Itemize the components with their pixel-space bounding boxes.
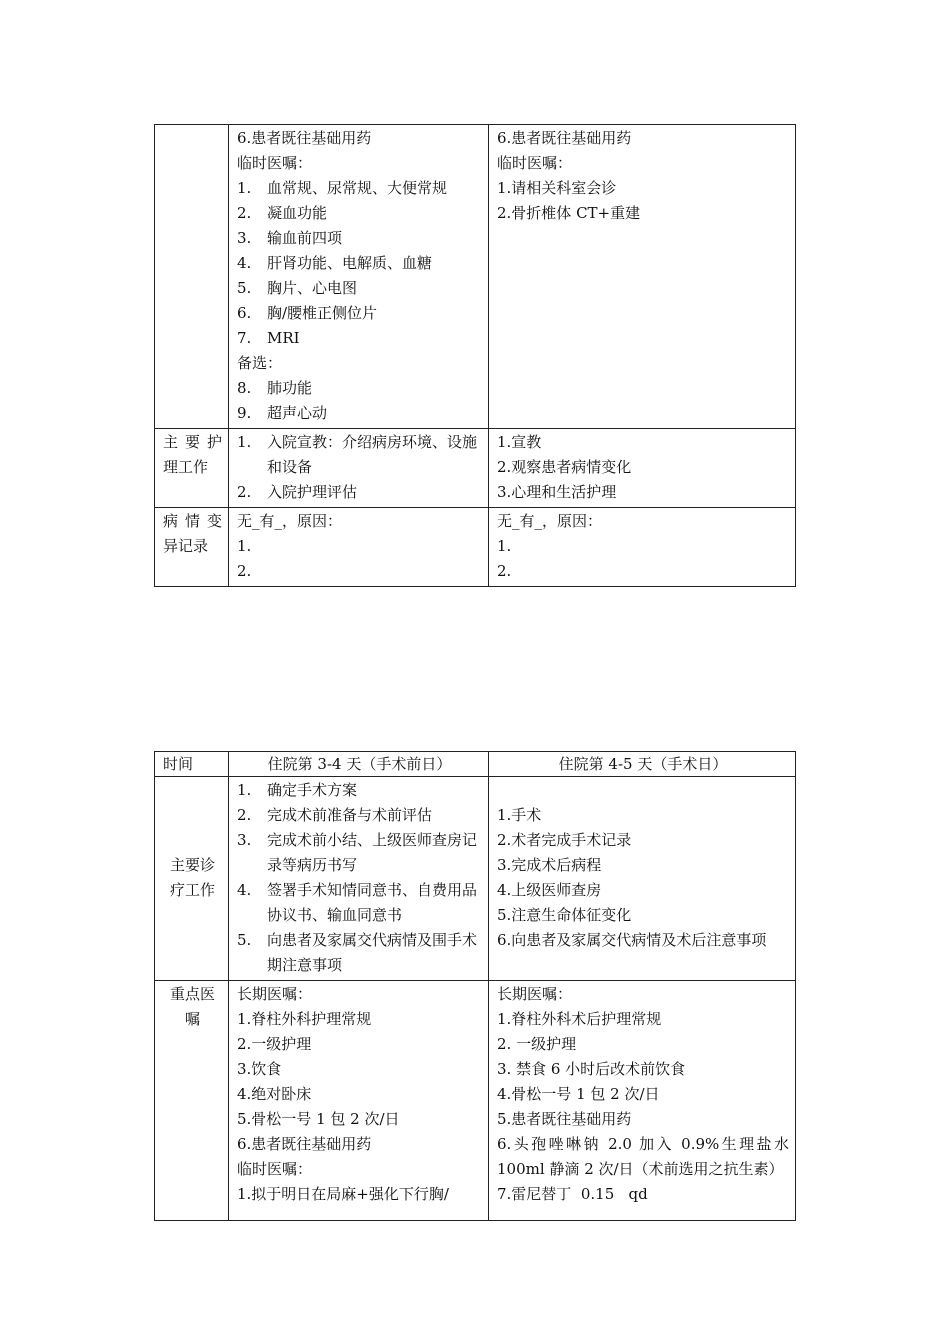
treatment-line: 5.注意生命体征变化 bbox=[497, 906, 632, 924]
orders-line: 6.患者既往基础用药 bbox=[237, 129, 372, 147]
list-item bbox=[237, 878, 482, 928]
orders-line: 2.一级护理 bbox=[237, 1035, 312, 1053]
orders-line: 6.患者既往基础用药 bbox=[497, 129, 632, 147]
orders-line: 5.患者既往基础用药 bbox=[497, 1110, 632, 1128]
orders-line: 4.绝对卧床 bbox=[237, 1085, 312, 1103]
list-number: 6. bbox=[237, 304, 252, 322]
orders-line: 5.骨松一号 1 包 2 次/日 bbox=[237, 1110, 400, 1128]
orders-line: 6.患者既往基础用药 bbox=[237, 1135, 372, 1153]
variance-line: 2. bbox=[237, 562, 252, 580]
list-number: 7. bbox=[237, 329, 252, 347]
orders-row bbox=[155, 125, 796, 429]
variance-label: 病情变异记录 bbox=[155, 508, 229, 587]
list-item bbox=[237, 928, 482, 978]
temp-orders-list bbox=[237, 176, 482, 351]
list-text: 输血前四项 bbox=[267, 229, 343, 247]
orders-line: 7.雷尼替丁 0.15 qd bbox=[497, 1185, 648, 1203]
time-header: 时间 bbox=[155, 752, 229, 777]
treatment-line: 3.完成术后病程 bbox=[497, 856, 602, 874]
list-item bbox=[237, 326, 482, 351]
variance-line: 2. bbox=[497, 562, 512, 580]
day-left-orders-cell bbox=[229, 125, 489, 429]
treatment-line: 4.上级医师查房 bbox=[497, 881, 602, 899]
list-text: 签署手术知情同意书、自费用品协议书、输血同意书 bbox=[267, 881, 478, 924]
pre-op-treatment-cell bbox=[229, 777, 489, 981]
list-item bbox=[237, 401, 482, 426]
list-number: 3. bbox=[237, 831, 252, 849]
orders-line: 6.头孢唑啉钠 2.0 加入 0.9%生理盐水 100ml 静滴 2 次/日（术前选用之抗生素） bbox=[497, 1135, 794, 1178]
orders-line: 1.拟于明日在局麻+强化下行胸/ bbox=[237, 1185, 449, 1203]
list-item bbox=[237, 251, 482, 276]
main-treatment-label: 主要诊疗工作 bbox=[155, 777, 229, 981]
list-text: 入院宣教：介绍病房环境、设施和设备 bbox=[267, 433, 478, 476]
variance-left-cell bbox=[229, 508, 489, 587]
nursing-line: 1.宣教 bbox=[497, 433, 542, 451]
list-item bbox=[237, 803, 482, 828]
list-text: 肺功能 bbox=[267, 379, 313, 397]
list-text: 血常规、尿常规、大便常规 bbox=[267, 179, 448, 197]
list-text: 确定手术方案 bbox=[267, 781, 358, 799]
list-item bbox=[237, 376, 482, 401]
pathway-table-continued bbox=[154, 124, 796, 587]
temp-orders-heading: 临时医嘱： bbox=[237, 154, 313, 172]
list-number: 4. bbox=[237, 881, 252, 899]
orders-line: 1.脊柱外科护理常规 bbox=[237, 1010, 372, 1028]
main-treatment-row bbox=[155, 777, 796, 981]
list-text: 胸/腰椎正侧位片 bbox=[267, 304, 378, 322]
list-text: 入院护理评估 bbox=[267, 483, 358, 501]
list-number: 5. bbox=[237, 279, 252, 297]
list-text: MRI bbox=[267, 329, 300, 347]
list-number: 1. bbox=[237, 781, 252, 799]
header-row bbox=[155, 752, 796, 777]
variance-line: 1. bbox=[237, 537, 252, 555]
list-number: 8. bbox=[237, 379, 252, 397]
empty-label-cell bbox=[155, 125, 229, 429]
nursing-line: 3.心理和生活护理 bbox=[497, 483, 617, 501]
list-number: 1. bbox=[237, 433, 252, 451]
list-item bbox=[237, 828, 482, 878]
list-item bbox=[237, 176, 482, 201]
pre-op-orders-cell bbox=[229, 981, 489, 1221]
pathway-table-day3-5 bbox=[154, 751, 796, 1221]
list-text: 肝肾功能、电解质、血糖 bbox=[267, 254, 433, 272]
op-day-treatment-cell bbox=[489, 777, 796, 981]
list-number: 2. bbox=[237, 204, 252, 222]
key-orders-label: 重点医嘱 bbox=[155, 981, 229, 1221]
list-number: 3. bbox=[237, 229, 252, 247]
variance-line: 无_有_，原因： bbox=[237, 512, 343, 530]
treatment-line: 6.向患者及家属交代病情及术后注意事项 bbox=[497, 931, 767, 949]
list-text: 凝血功能 bbox=[267, 204, 328, 222]
list-item bbox=[237, 430, 482, 480]
variance-line: 无_有_，原因： bbox=[497, 512, 603, 530]
nursing-right-cell bbox=[489, 429, 796, 508]
key-orders-row bbox=[155, 981, 796, 1221]
treatment-line: 1.手术 bbox=[497, 806, 542, 824]
optional-list bbox=[237, 376, 482, 426]
list-item bbox=[237, 480, 482, 505]
list-number: 2. bbox=[237, 806, 252, 824]
day-op-header: 住院第 4-5 天（手术日） bbox=[489, 752, 796, 777]
orders-line: 2.骨折椎体 CT+重建 bbox=[497, 204, 641, 222]
orders-line: 1.脊柱外科术后护理常规 bbox=[497, 1010, 662, 1028]
orders-line: 4.骨松一号 1 包 2 次/日 bbox=[497, 1085, 660, 1103]
list-text: 向患者及家属交代病情及围手术期注意事项 bbox=[267, 931, 478, 974]
list-number: 1. bbox=[237, 179, 252, 197]
treatment-line: 2.术者完成手术记录 bbox=[497, 831, 632, 849]
list-item bbox=[237, 301, 482, 326]
nursing-left-cell bbox=[229, 429, 489, 508]
orders-line: 临时医嘱： bbox=[237, 1160, 313, 1178]
orders-line: 1.请相关科室会诊 bbox=[497, 179, 617, 197]
day-right-orders-cell bbox=[489, 125, 796, 429]
op-day-orders-cell bbox=[489, 981, 796, 1221]
orders-line: 3. 禁食 6 小时后改术前饮食 bbox=[497, 1060, 686, 1078]
orders-line: 临时医嘱： bbox=[497, 154, 573, 172]
pre-op-treatment-list bbox=[237, 778, 482, 978]
list-text: 完成术前小结、上级医师查房记录等病历书写 bbox=[267, 831, 478, 874]
list-number: 9. bbox=[237, 404, 252, 422]
variance-line: 1. bbox=[497, 537, 512, 555]
nursing-row bbox=[155, 429, 796, 508]
orders-line: 3.饮食 bbox=[237, 1060, 282, 1078]
nursing-list bbox=[237, 430, 482, 505]
variance-right-cell bbox=[489, 508, 796, 587]
orders-line: 长期医嘱： bbox=[497, 985, 573, 1003]
list-number: 2. bbox=[237, 483, 252, 501]
list-item bbox=[237, 778, 482, 803]
orders-line: 2. 一级护理 bbox=[497, 1035, 577, 1053]
variance-row bbox=[155, 508, 796, 587]
list-item bbox=[237, 226, 482, 251]
list-text: 完成术前准备与术前评估 bbox=[267, 806, 433, 824]
day-pre-op-header: 住院第 3-4 天（手术前日） bbox=[229, 752, 489, 777]
list-text: 超声心动 bbox=[267, 404, 328, 422]
list-item bbox=[237, 276, 482, 301]
optional-heading: 备选： bbox=[237, 354, 283, 372]
orders-line: 长期医嘱： bbox=[237, 985, 313, 1003]
list-item bbox=[237, 201, 482, 226]
list-text: 胸片、心电图 bbox=[267, 279, 358, 297]
nursing-label: 主要护理工作 bbox=[155, 429, 229, 508]
list-number: 5. bbox=[237, 931, 252, 949]
nursing-line: 2.观察患者病情变化 bbox=[497, 458, 632, 476]
list-number: 4. bbox=[237, 254, 252, 272]
